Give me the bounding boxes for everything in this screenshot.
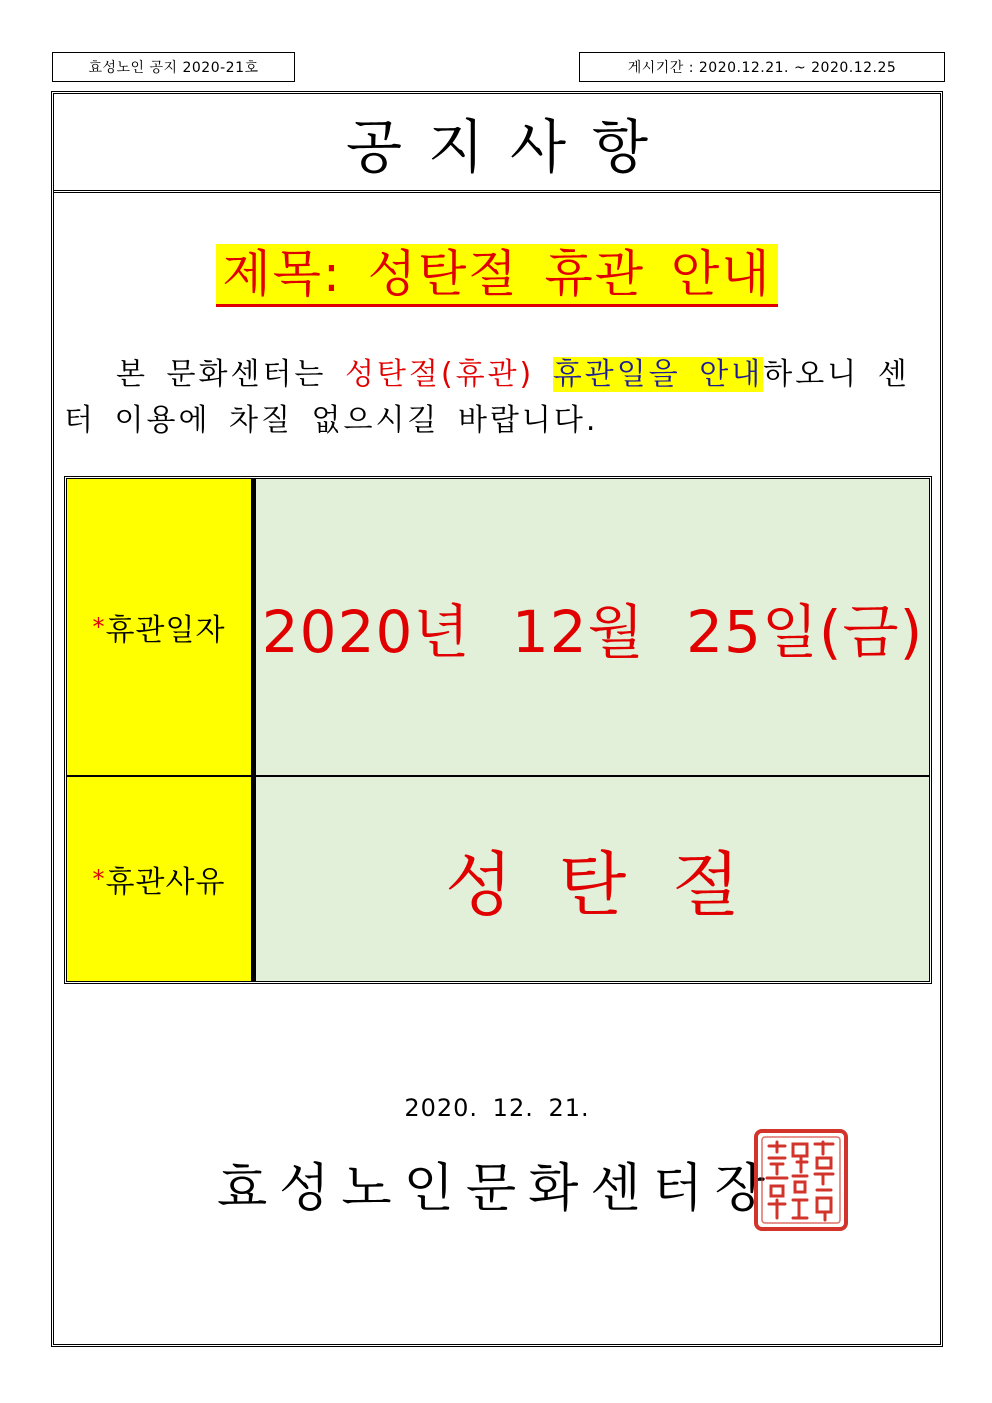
issue-date: 2020. 12. 21. bbox=[404, 1094, 590, 1122]
signer-name: 효성노인문화센터장 bbox=[216, 1159, 778, 1219]
intro-text-5: 하오니 센터 이용에 차질 없으시길 바랍니다. bbox=[64, 357, 910, 438]
closure-reason-label-text: 휴관사유 bbox=[105, 865, 226, 900]
closure-date-text: 2020년 12월 25일(금) bbox=[261, 598, 924, 666]
official-seal-icon bbox=[753, 1128, 849, 1232]
intro-text-1: 본 문화센터는 bbox=[116, 357, 345, 392]
closure-date-label-text: 휴관일자 bbox=[105, 613, 226, 648]
closure-reason-text: 성탄절 bbox=[445, 843, 786, 926]
posting-period: 게시기간 : 2020.12.21. ~ 2020.12.25 bbox=[579, 52, 945, 82]
header bbox=[54, 94, 940, 193]
closure-info-table bbox=[64, 476, 932, 984]
closure-reason-label bbox=[67, 777, 256, 981]
star-icon: * bbox=[92, 865, 106, 893]
closure-date-value bbox=[256, 479, 929, 775]
intro-text-highlight: 휴관일을 안내 bbox=[552, 357, 764, 392]
closure-date-label bbox=[67, 479, 256, 775]
closure-reason-value bbox=[256, 777, 929, 981]
page-title: 공지사항 bbox=[345, 113, 675, 181]
table-row-closure-reason bbox=[67, 777, 929, 981]
subject-title: 제목: 성탄절 휴관 안내 bbox=[216, 244, 777, 307]
notice-number: 효성노인 공지 2020-21호 bbox=[52, 52, 295, 82]
subject-wrap bbox=[54, 244, 940, 307]
star-icon: * bbox=[92, 613, 106, 641]
table-row-closure-date bbox=[67, 479, 929, 777]
intro-paragraph bbox=[64, 352, 932, 444]
intro-text-red: 성탄절(휴관) bbox=[344, 357, 535, 392]
intro-text-3 bbox=[534, 357, 553, 392]
notice-frame bbox=[51, 91, 943, 1347]
